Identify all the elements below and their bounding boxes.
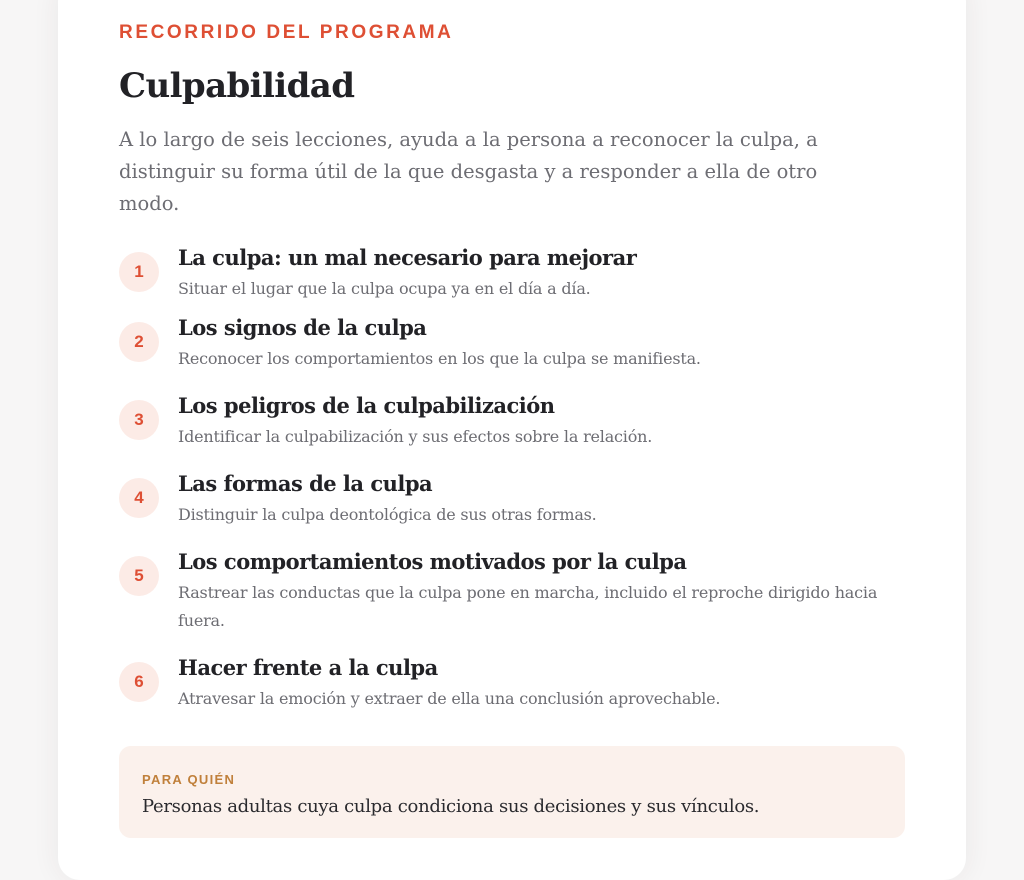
lesson-number-badge: 2 [119,322,159,362]
lesson-number-badge: 1 [119,252,159,292]
lesson-description: Situar el lugar que la culpa ocupa ya en el día a día. [178,279,591,298]
lesson-title: La culpa: un mal necesario para mejorar [178,245,637,270]
audience-callout [119,746,905,838]
lesson-description: Reconocer los comportamientos en los que la culpa se manifiesta. [178,349,701,368]
lesson-number-badge: 3 [119,400,159,440]
audience-label: PARA QUIÉN [142,772,236,787]
lesson-description: Distinguir la culpa deontológica de sus otras formas. [178,505,597,524]
lesson-title: Hacer frente a la culpa [178,655,438,680]
lesson-title: Los peligros de la culpabilización [178,393,555,418]
lesson-title: Las formas de la culpa [178,471,433,496]
section-eyebrow: RECORRIDO DEL PROGRAMA [119,22,454,43]
lesson-description: Identificar la culpabilización y sus efectos sobre la relación. [178,427,653,446]
audience-text: Personas adultas cuya culpa condiciona sus decisiones y sus vínculos. [142,796,760,817]
lesson-title: Los signos de la culpa [178,315,427,340]
program-intro: A lo largo de seis lecciones, ayuda a la persona a reconocer la culpa, a distinguir su forma útil de la que desgasta y a responder a ella de otro modo. [119,128,818,215]
lesson-description: Atravesar la emoción y extraer de ella una conclusión aprovechable. [178,689,721,708]
lesson-number-badge: 5 [119,556,159,596]
lesson-description: Rastrear las conductas que la culpa pone en marcha, incluido el reproche dirigido hacia fuera. [178,583,878,630]
lesson-number-badge: 4 [119,478,159,518]
program-title: Culpabilidad [119,66,355,106]
lesson-number-badge: 6 [119,662,159,702]
lesson-title: Los comportamientos motivados por la culpa [178,549,687,574]
